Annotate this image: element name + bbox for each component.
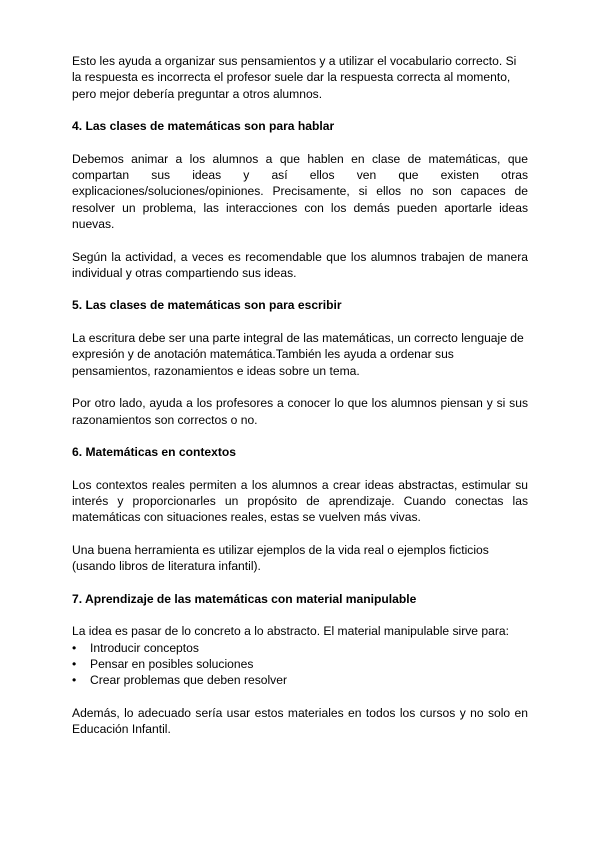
spacer bbox=[72, 232, 528, 248]
spacer bbox=[72, 379, 528, 395]
spacer bbox=[72, 428, 528, 444]
spacer bbox=[72, 689, 528, 705]
list-item bbox=[72, 640, 528, 656]
bullet-list bbox=[72, 640, 528, 689]
spacer bbox=[72, 281, 528, 297]
section-paragraph: La escritura debe ser una parte integral de las matemáticas, un correcto lenguaje de expresión y de anotación matemática.También les ayuda a ordenar sus pensamientos, razonamientos e ideas sobre un tema. bbox=[72, 331, 524, 378]
section-heading: 5. Las clases de matemáticas son para escribir bbox=[72, 298, 342, 313]
spacer bbox=[72, 460, 528, 476]
list-item-text: Introducir conceptos bbox=[90, 640, 199, 655]
list-item bbox=[72, 672, 528, 688]
list-item-text: Pensar en posibles soluciones bbox=[90, 656, 254, 671]
spacer bbox=[72, 607, 528, 623]
bullet-icon: • bbox=[72, 656, 77, 671]
section-paragraph: Los contextos reales permiten a los alumnos a crear ideas abstractas, estimular su interés y proporcionarles un propósito de aprendizaje. Cuando conectas las matemáticas con situaciones reales, estas se vuelven más vivas. bbox=[72, 477, 528, 525]
bullet-icon: • bbox=[72, 640, 77, 655]
section-heading: 4. Las clases de matemáticas son para hablar bbox=[72, 119, 335, 134]
spacer bbox=[72, 314, 528, 330]
section-closing: Además, lo adecuado sería usar estos materiales en todos los cursos y no solo en Educación Infantil. bbox=[72, 705, 528, 737]
intro-paragraph: Esto les ayuda a organizar sus pensamientos y a utilizar el vocabulario correcto. Si la respuesta es incorrecta el profesor suele dar la respuesta correcta al momento, pero mejor debería preguntar a otros alumnos. bbox=[72, 54, 517, 101]
spacer bbox=[72, 102, 528, 118]
section-paragraph: Debemos animar a los alumnos a que hablen en clase de matemáticas, que compartan sus ideas y así ellos ven que existen otras explicaciones/soluciones/opiniones. Precisamente, si ellos no son capaces de resolver un problema, las interacciones con los demás pueden aportarle ideas nuevas. bbox=[72, 151, 528, 231]
section-paragraph: Según la actividad, a veces es recomendable que los alumnos trabajen de manera individual y otras compartiendo sus ideas. bbox=[72, 249, 528, 280]
spacer bbox=[72, 526, 528, 542]
section-heading: 7. Aprendizaje de las matemáticas con material manipulable bbox=[72, 591, 417, 606]
section-lead: La idea es pasar de lo concreto a lo abstracto. El material manipulable sirve para: bbox=[72, 624, 509, 639]
bullet-icon: • bbox=[72, 673, 77, 688]
section-paragraph: Por otro lado, ayuda a los profesores a conocer lo que los alumnos piensan y si sus razonamientos son correctos o no. bbox=[72, 396, 528, 427]
section-paragraph: Una buena herramienta es utilizar ejemplos de la vida real o ejemplos ficticios (usando libros de literatura infantil). bbox=[72, 542, 489, 574]
list-item-text: Crear problemas que deben resolver bbox=[90, 673, 287, 688]
spacer bbox=[72, 575, 528, 591]
section-heading: 6. Matemáticas en contextos bbox=[72, 445, 236, 460]
spacer bbox=[72, 134, 528, 150]
list-item bbox=[72, 656, 528, 672]
page-content bbox=[72, 53, 528, 737]
